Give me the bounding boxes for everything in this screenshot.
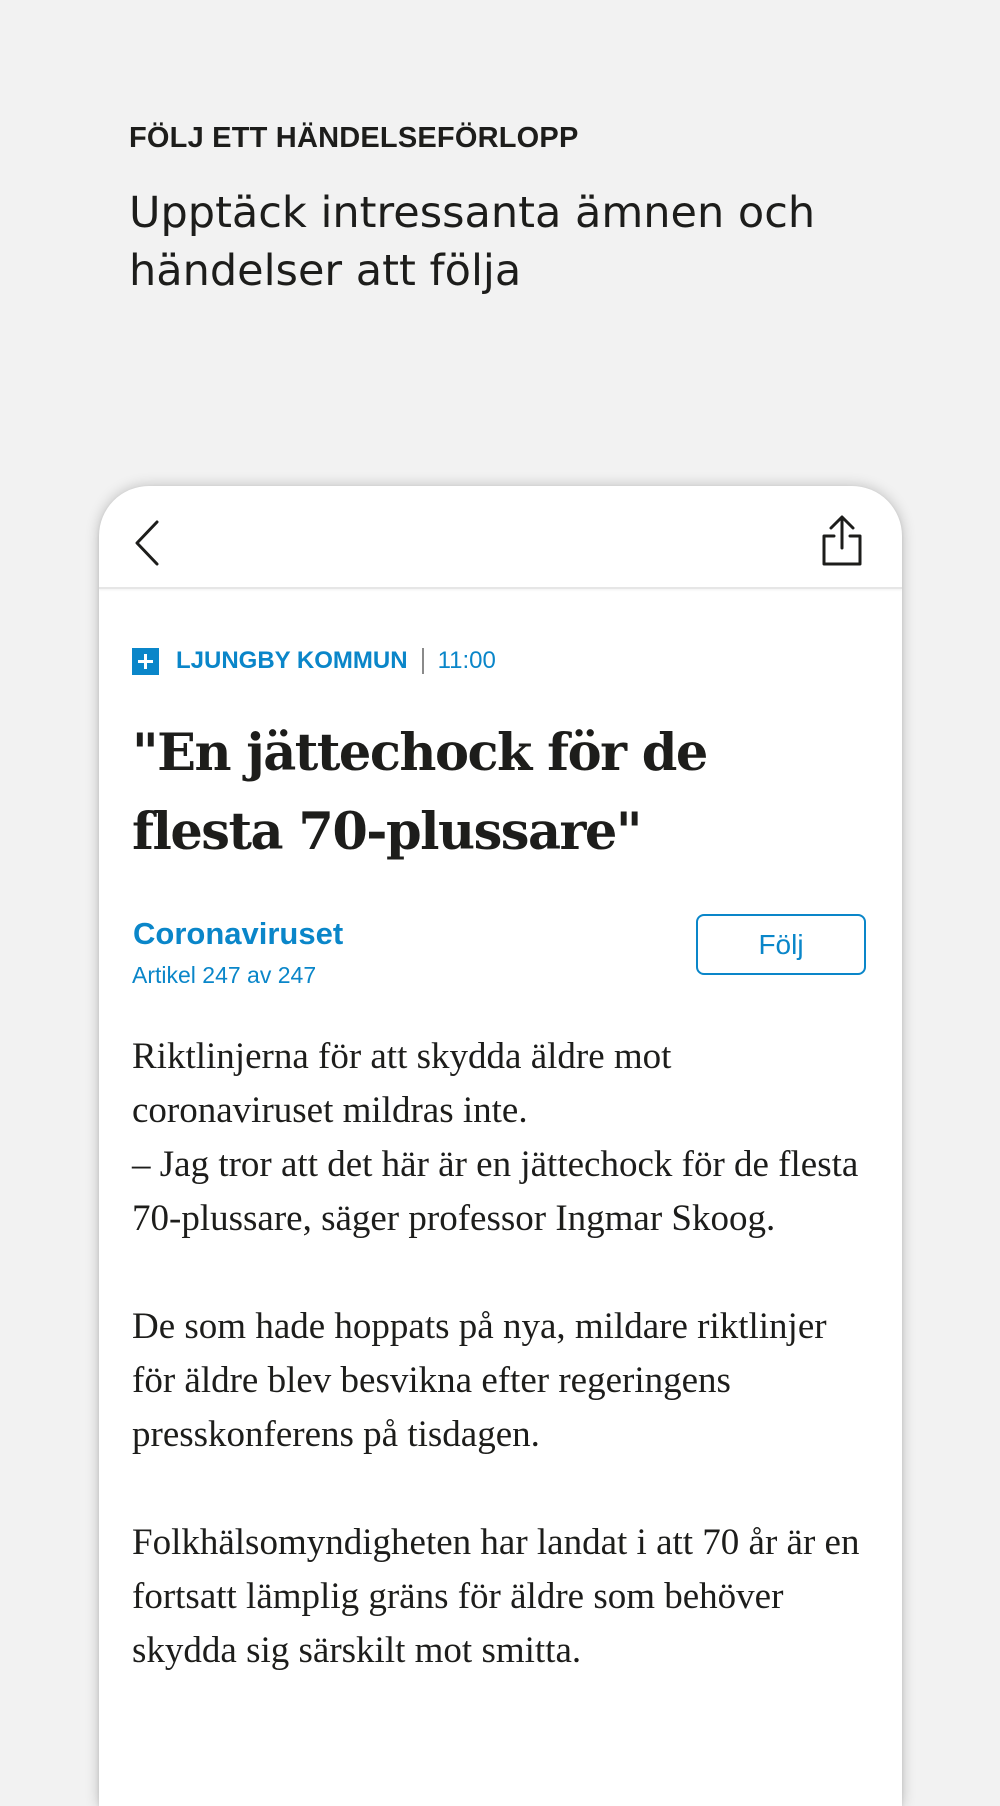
topic-link[interactable]: Coronaviruset bbox=[133, 916, 344, 951]
follow-button[interactable]: Följ bbox=[696, 914, 866, 975]
intro-heading: Upptäck intressanta ämnen och händelser att följa bbox=[129, 188, 816, 296]
intro-section bbox=[129, 118, 909, 300]
article bbox=[132, 644, 872, 1732]
article-paragraph: De som hade hoppats på nya, mildare riktlinjer för äldre blev besvikna efter regeringens presskonferens på tisdagen. bbox=[132, 1306, 827, 1455]
article-paragraph: Folkhälsomyndigheten har landat i att 70 år är en fortsatt lämplig gräns för äldre som behöver skydda sig särskilt mot smitta. bbox=[132, 1522, 860, 1671]
article-time: 11:00 bbox=[437, 647, 496, 674]
phone-mockup bbox=[99, 486, 902, 1806]
meta-divider bbox=[422, 648, 424, 674]
topic-article-count: Artikel 247 av 247 bbox=[132, 962, 317, 988]
article-meta bbox=[132, 644, 872, 678]
article-body bbox=[132, 1030, 872, 1678]
article-paragraph: Riktlinjerna för att skydda äldre mot coronaviruset mildras inte. – Jag tror att det här är en jättechock för de flesta 70-plussare, säger professor Ingmar Skoog. bbox=[132, 1036, 859, 1239]
share-icon bbox=[818, 514, 866, 568]
topic-row bbox=[132, 916, 872, 992]
article-location-link[interactable]: LJUNGBY KOMMUN bbox=[176, 647, 408, 674]
back-button[interactable] bbox=[127, 518, 171, 568]
article-topbar bbox=[99, 486, 902, 589]
share-button[interactable] bbox=[818, 514, 866, 568]
article-headline: "En jättechock för de flesta 70-plussare" bbox=[132, 723, 707, 862]
plus-icon bbox=[132, 648, 159, 675]
intro-kicker: FÖLJ ETT HÄNDELSEFÖRLOPP bbox=[129, 122, 579, 154]
chevron-left-icon bbox=[127, 518, 171, 568]
